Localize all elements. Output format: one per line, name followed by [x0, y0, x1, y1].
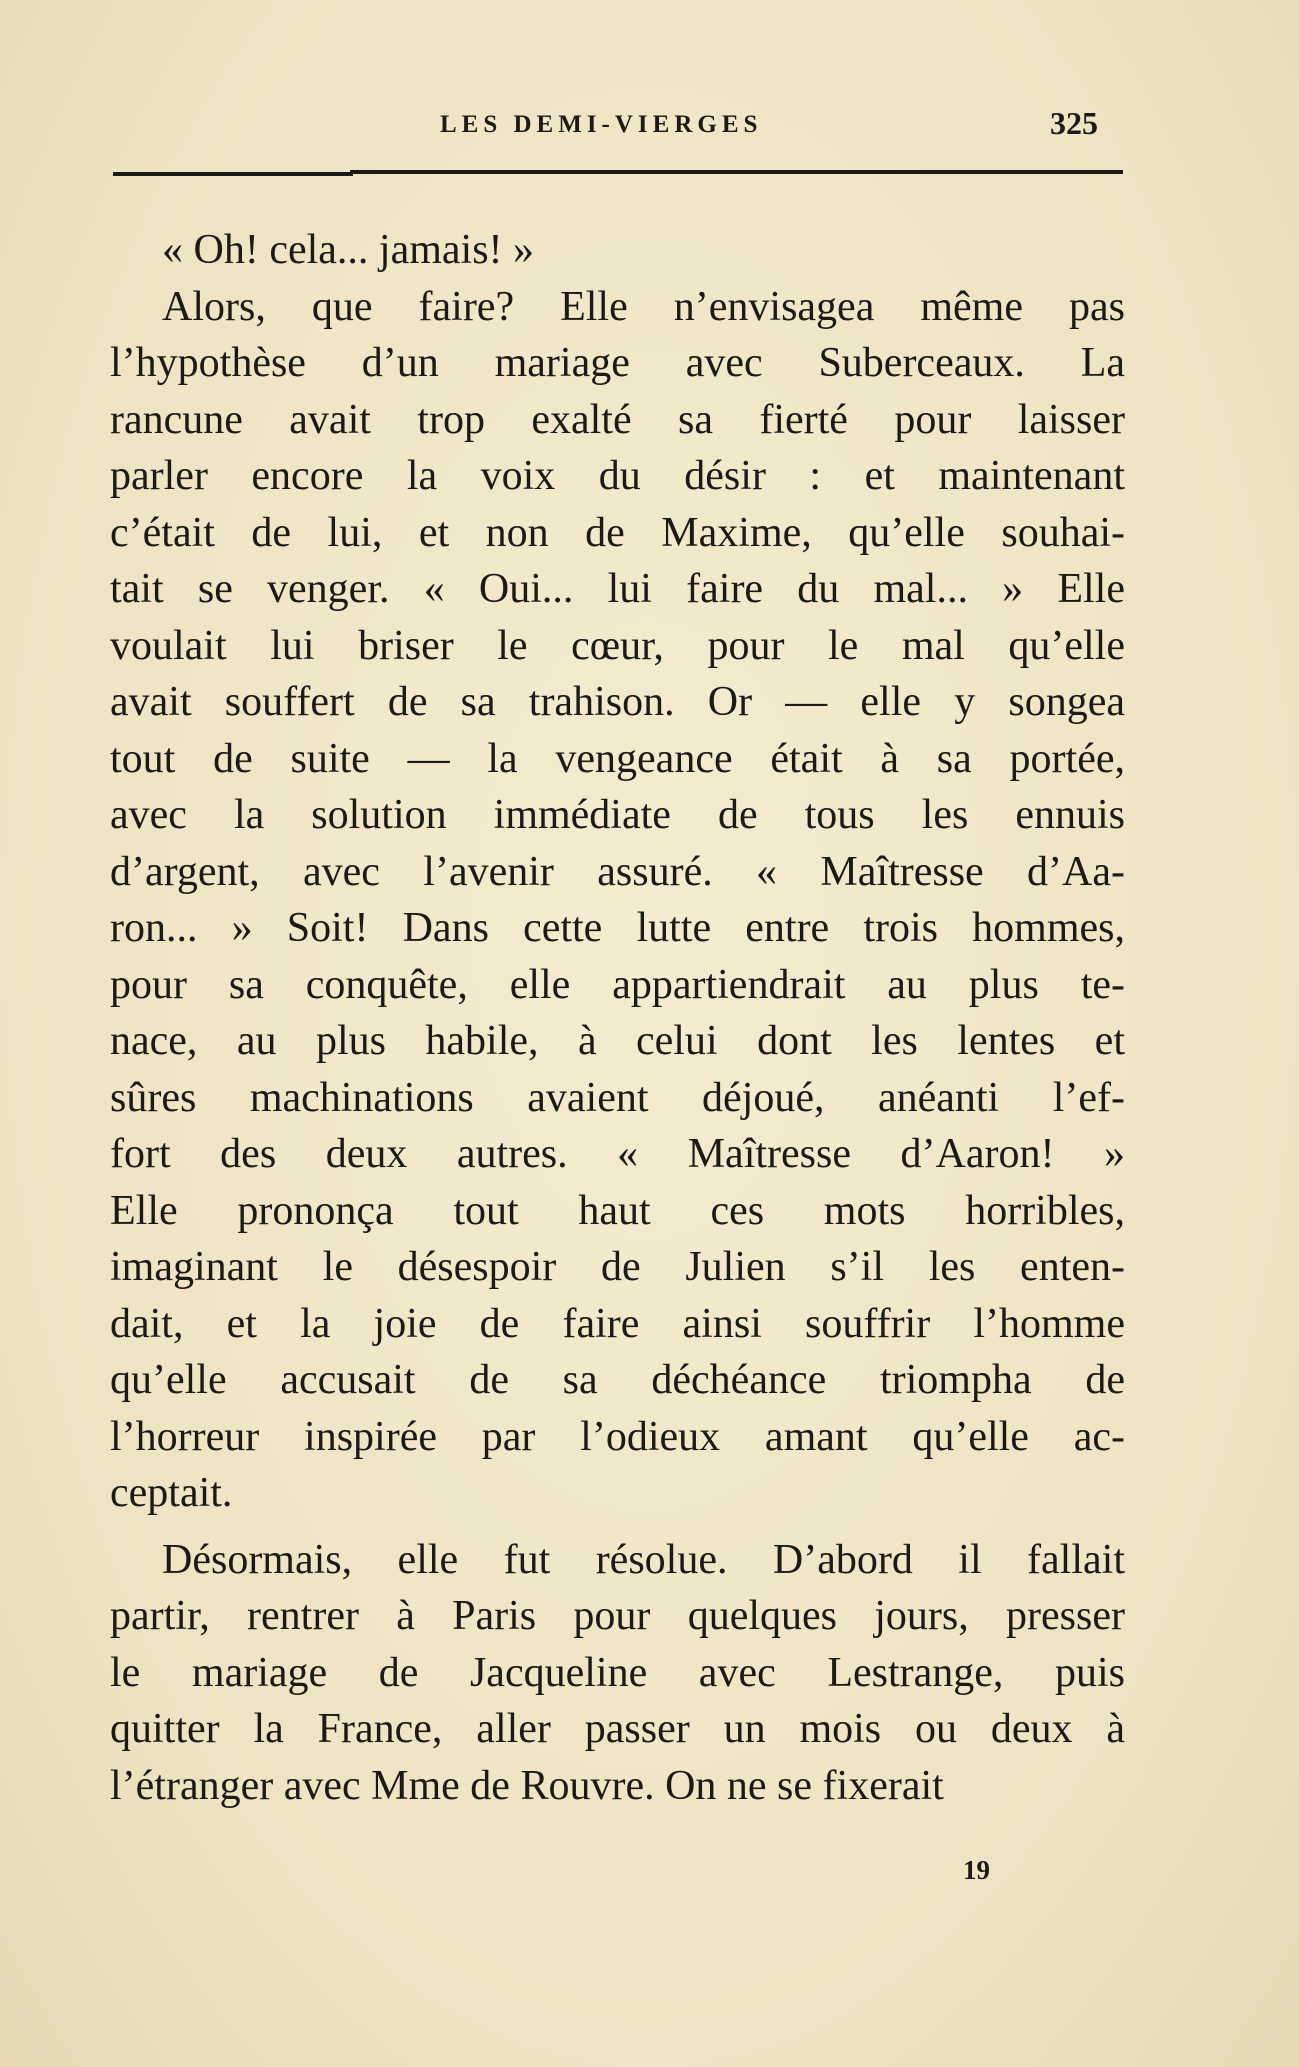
body-text	[110, 222, 1125, 1814]
text-line: tout de suite — la vengeance était à sa portée,	[110, 735, 1125, 782]
signature-mark: 19	[963, 1855, 990, 1885]
text-line: l’hypothèse d’un mariage avec Suberceaux. La	[110, 340, 1125, 386]
text-line: le mariage de Jacqueline avec Lestrange, puis	[110, 1649, 1125, 1696]
text-line: d’argent, avec l’avenir assuré. « Maîtresse d’Aa-	[110, 848, 1125, 895]
text-line: Alors, que faire? Elle n’envisagea même pas	[162, 283, 1125, 330]
text-line: nace, au plus habile, à celui dont les lentes et	[110, 1018, 1125, 1064]
text-line: pour sa conquête, elle appartiendrait au plus te-	[110, 961, 1125, 1008]
text-line: Elle prononça tout haut ces mots horribles,	[110, 1187, 1125, 1234]
header-rule-right	[350, 170, 1123, 174]
text-line: dait, et la joie de faire ainsi souffrir l’homme	[110, 1300, 1125, 1347]
text-line: avait souffert de sa trahison. Or — elle y songea	[110, 679, 1125, 725]
header-rule-left	[113, 172, 353, 176]
text-line: l’horreur inspirée par l’odieux amant qu’elle ac-	[110, 1413, 1125, 1460]
text-line: ron... » Soit! Dans cette lutte entre trois hommes,	[110, 905, 1125, 951]
text-line: Désormais, elle fut résolue. D’abord il fallait	[162, 1536, 1125, 1583]
text-line: quitter la France, aller passer un mois ou deux à	[110, 1706, 1125, 1752]
text-line: voulait lui briser le cœur, pour le mal qu’elle	[110, 622, 1125, 669]
text-line: avec la solution immédiate de tous les ennuis	[110, 792, 1125, 838]
text-line: partir, rentrer à Paris pour quelques jours, presser	[110, 1593, 1125, 1639]
running-title: LES DEMI-VIERGES	[440, 111, 763, 138]
text-line: imaginant le désespoir de Julien s’il les enten-	[110, 1244, 1125, 1290]
text-line: sûres machinations avaient déjoué, anéanti l’ef-	[110, 1074, 1125, 1121]
text-line: l’étranger avec Mme de Rouvre. On ne se fixerait	[110, 1762, 944, 1809]
running-head	[0, 105, 1299, 145]
text-line: « Oh! cela... jamais! »	[162, 227, 535, 273]
text-line: rancune avait trop exalté sa fierté pour laisser	[110, 396, 1125, 443]
text-line: parler encore la voix du désir : et maintenant	[110, 453, 1125, 499]
text-line: ceptait.	[110, 1470, 233, 1516]
text-line: qu’elle accusait de sa déchéance triompha de	[110, 1357, 1125, 1403]
page-number: 325	[1050, 105, 1098, 141]
text-line: tait se venger. « Oui... lui faire du mal... » Elle	[110, 566, 1125, 612]
text-line: fort des deux autres. « Maîtresse d’Aaron! »	[110, 1131, 1125, 1177]
text-line: c’était de lui, et non de Maxime, qu’elle souhai-	[110, 509, 1125, 556]
paragraph-gap	[110, 1522, 1125, 1532]
